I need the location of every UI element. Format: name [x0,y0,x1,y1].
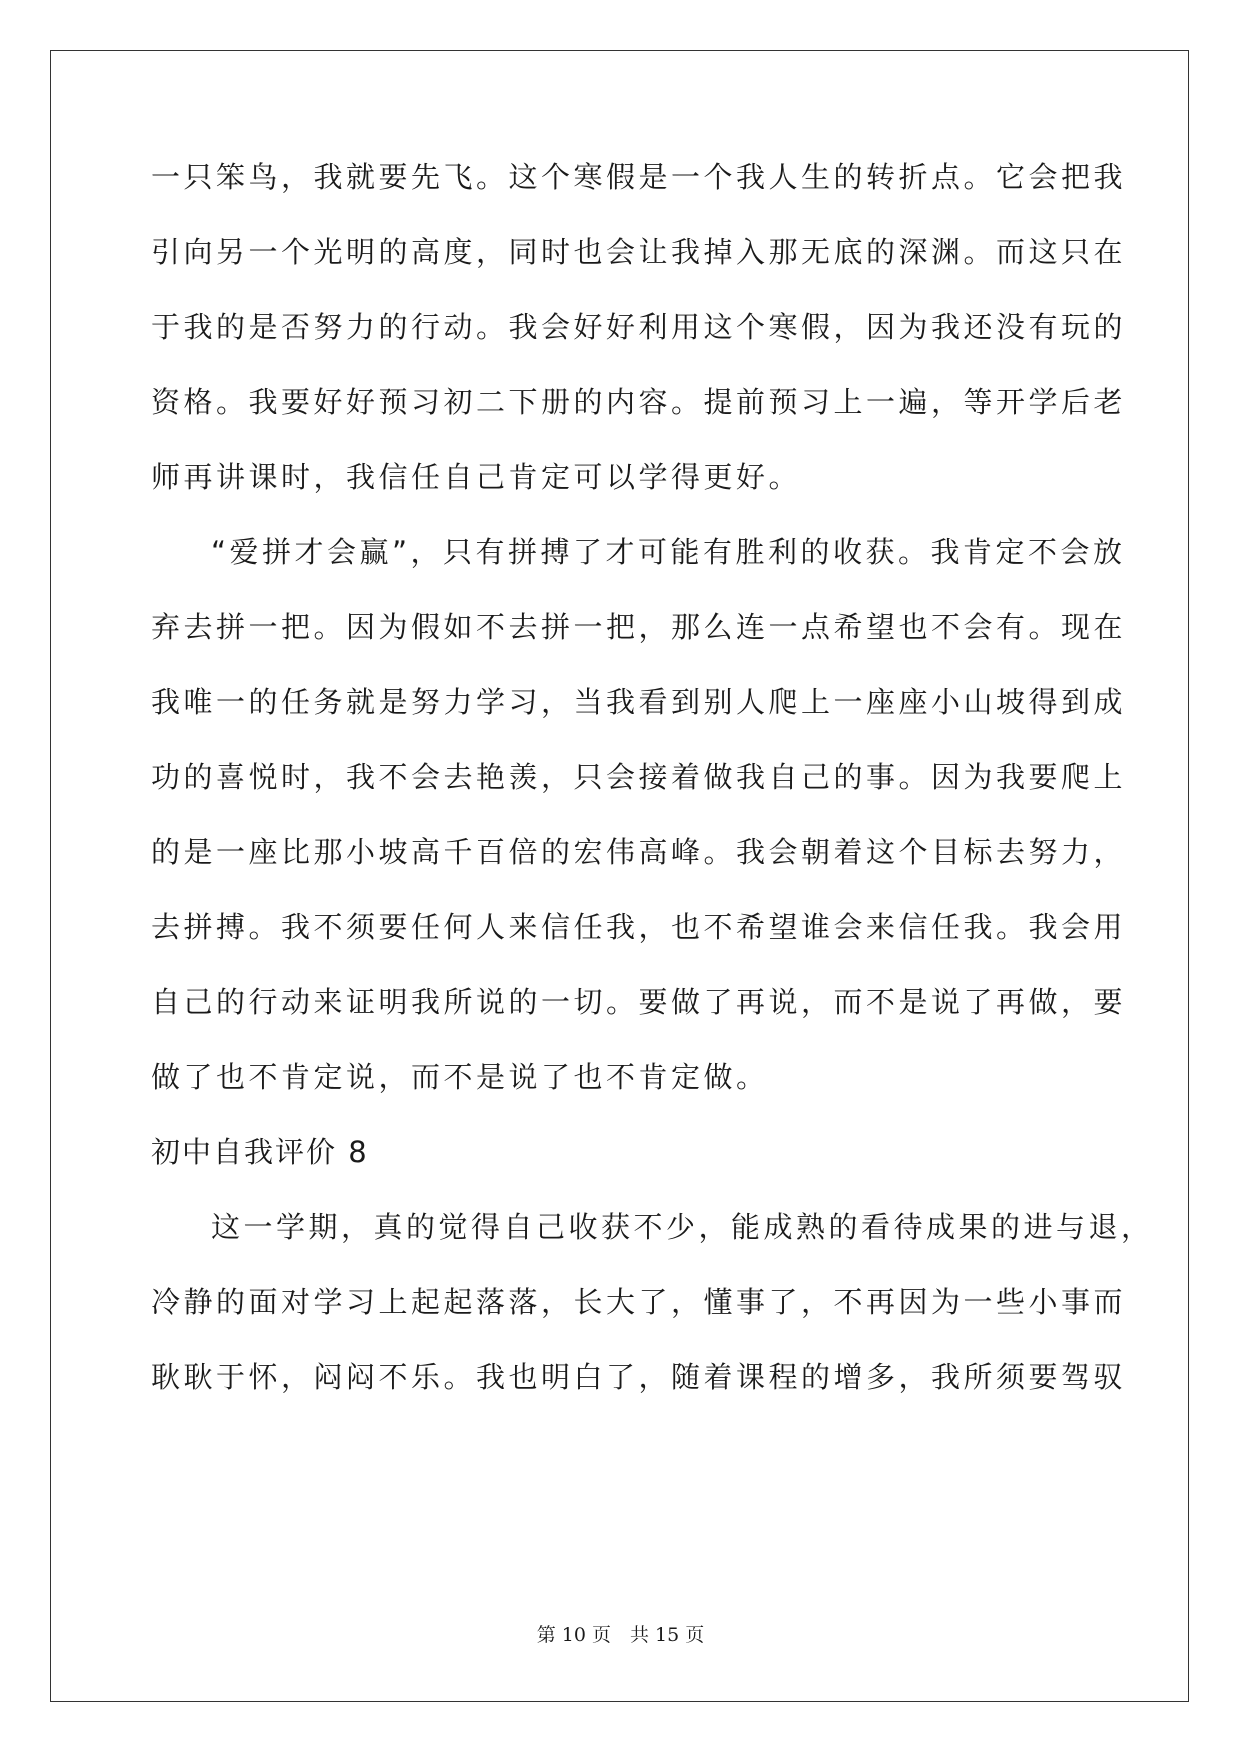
text-line: 一只笨鸟，我就要先飞。这个寒假是一个我人生的转折点。它会把我 [151,160,1127,194]
text-line: 我唯一的任务就是努力学习，当我看到别人爬上一座座小山坡得到成 [151,685,1127,719]
text-line: 师再讲课时，我信任自己肯定可以学得更好。 [151,460,802,494]
text-line: 冷静的面对学习上起起落落，长大了，懂事了，不再因为一些小事而 [151,1285,1127,1319]
text-line: 弃去拼一把。因为假如不去拼一把，那么连一点希望也不会有。现在 [151,610,1127,644]
text-line: 自己的行动来证明我所说的一切。要做了再说，而不是说了再做，要 [151,985,1127,1019]
section-heading: 初中自我评价 8 [151,1135,369,1169]
text-line: 于我的是否努力的行动。我会好好利用这个寒假，因为我还没有玩的 [151,310,1127,344]
text-line: 资格。我要好好预习初二下册的内容。提前预习上一遍，等开学后老 [151,385,1127,419]
text-line: 去拼搏。我不须要任何人来信任我，也不希望谁会来信任我。我会用 [151,910,1127,944]
page-border [50,50,1189,1702]
text-line: 这一学期，真的觉得自己收获不少，能成熟的看待成果的进与退， [211,1210,1154,1244]
text-line: 功的喜悦时，我不会去艳羡，只会接着做我自己的事。因为我要爬上 [151,760,1127,794]
text-line: “爱拼才会赢”，只有拼搏了才可能有胜利的收获。我肯定不会放 [211,535,1126,569]
text-line: 耿耿于怀，闷闷不乐。我也明白了，随着课程的增多，我所须要驾驭 [151,1360,1127,1394]
text-line: 的是一座比那小坡高千百倍的宏伟高峰。我会朝着这个目标去努力， [151,835,1127,869]
text-line: 做了也不肯定说，而不是说了也不肯定做。 [151,1060,769,1094]
text-line: 引向另一个光明的高度，同时也会让我掉入那无底的深渊。而这只在 [151,235,1127,269]
page-number: 第 10 页 共 15 页 [536,1624,705,1646]
